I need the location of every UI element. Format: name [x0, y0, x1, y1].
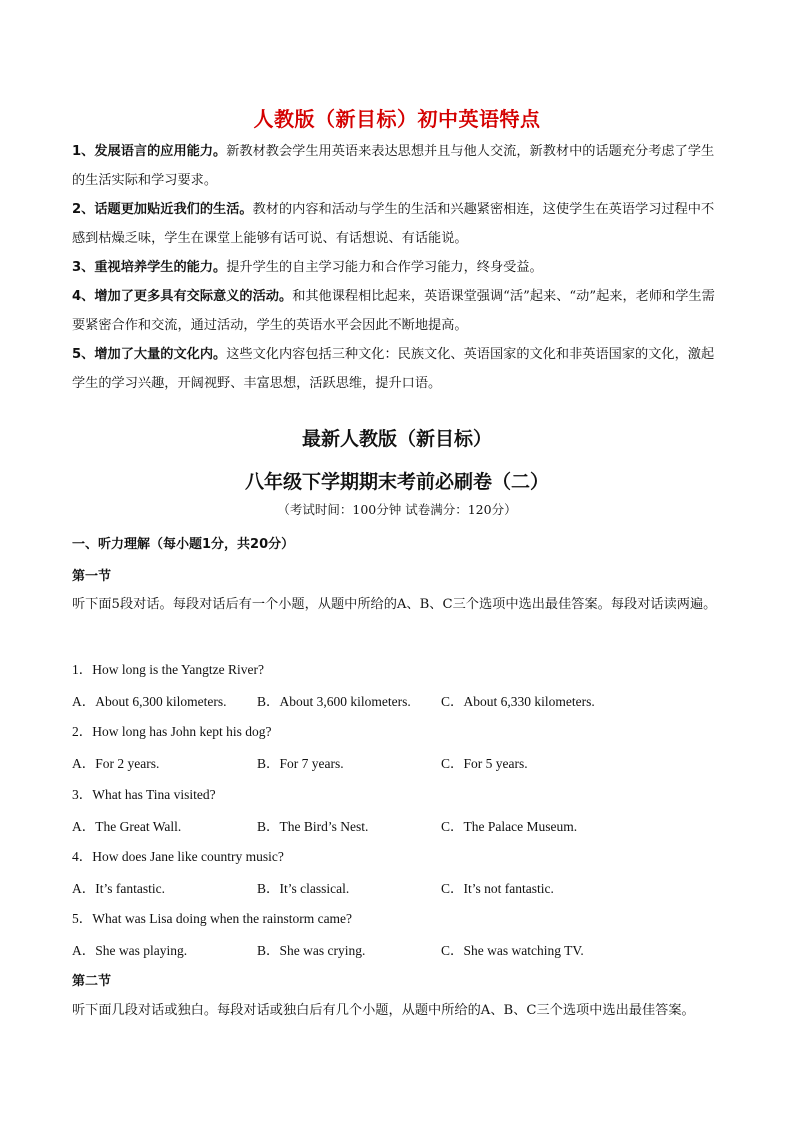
section-heading: 一、听力理解（每小题1分，共20分） [72, 537, 295, 552]
exam-title-line2: 八年级下学期期末考前必刷卷（二） [244, 471, 549, 493]
feature-item-2 [72, 195, 722, 253]
feature-text: 这些文化内容包括三种文化：民族文化、英语国家的文化和非英语国家的文化，激起学生的学习兴趣，开阔视野、丰富思想，活跃思维，提升口语。 [72, 347, 715, 391]
feature-item-3 [72, 253, 722, 282]
feature-item-1 [72, 137, 722, 195]
question-1-stem: 1．How long is the Yangtze River? [72, 662, 264, 677]
question-5-stem: 5．What was Lisa doing when the rainstorm came? [72, 911, 353, 926]
question-3-option-c: C．The Palace Museum. [441, 819, 578, 834]
question-2-option-a: A．For 2 years. [72, 756, 160, 771]
question-4-option-a: A．It’s fantastic. [72, 881, 165, 896]
exam-title-line1: 最新人教版（新目标） [301, 428, 492, 450]
question-2-option-b: B．For 7 years. [257, 756, 344, 771]
feature-label: 5、增加了大量的文化内。 [72, 347, 227, 362]
feature-text: 提升学生的自主学习能力和合作学习能力，终身受益。 [226, 260, 543, 275]
feature-text: 和其他课程相比起来，英语课堂强调“活”起来、“动”起来，老师和学生需要紧密合作和交流，通过活动，学生的英语水平会因此不断地提高。 [72, 289, 715, 333]
question-2-option-c: C．For 5 years. [441, 756, 528, 771]
feature-text: 教材的内容和活动与学生的生活和兴趣紧密相连，这使学生在英语学习过程中不感到枯燥乏味，学生在课堂上能够有话可说、有话想说、有话能说。 [72, 202, 715, 246]
question-5-option-a: A．She was playing. [72, 943, 188, 958]
feature-item-4 [72, 282, 722, 340]
question-4-option-c: C．It’s not fantastic. [441, 881, 554, 896]
part2-instructions: 听下面几段对话或独白。每段对话或独白后有几个小题，从题中所给的A、B、C三个选项中选出最佳答案。 [72, 1003, 695, 1018]
question-3-option-a: A．The Great Wall. [72, 819, 182, 834]
question-4-option-b: B．It’s classical. [257, 881, 350, 896]
question-1-option-a: A．About 6,300 kilometers. [72, 694, 227, 709]
question-2-stem: 2．How long has John kept his dog? [72, 724, 272, 739]
feature-label: 3、重视培养学生的能力。 [72, 260, 227, 275]
question-1-option-b: B．About 3,600 kilometers. [257, 694, 411, 709]
question-3-option-b: B．The Bird’s Nest. [257, 819, 369, 834]
question-4-stem: 4．How does Jane like country music? [72, 849, 284, 864]
feature-item-5 [72, 340, 722, 398]
exam-subtitle: （考试时间：100分钟 试卷满分：120分） [277, 502, 517, 517]
feature-label: 4、增加了更多具有交际意义的活动。 [72, 289, 293, 304]
part1-instructions: 听下面5段对话。每段对话后有一个小题，从题中所给的A、B、C三个选项中选出最佳答案。每段对话读两遍。 [72, 597, 717, 612]
question-5-option-b: B．She was crying. [257, 943, 366, 958]
part2-label: 第二节 [72, 974, 112, 989]
question-1-option-c: C．About 6,330 kilometers. [441, 694, 595, 709]
feature-label: 1、发展语言的应用能力。 [72, 144, 227, 159]
part1-label: 第一节 [72, 569, 112, 584]
question-5-option-c: C．She was watching TV. [441, 943, 584, 958]
header-title: 人教版（新目标）初中英语特点 [253, 107, 541, 131]
question-3-stem: 3．What has Tina visited? [72, 787, 216, 802]
feature-label: 2、话题更加贴近我们的生活。 [72, 202, 253, 217]
feature-text: 新教材教会学生用英语来表达思想并且与他人交流，新教材中的话题充分考虑了学生的生活实际和学习要求。 [72, 144, 715, 188]
